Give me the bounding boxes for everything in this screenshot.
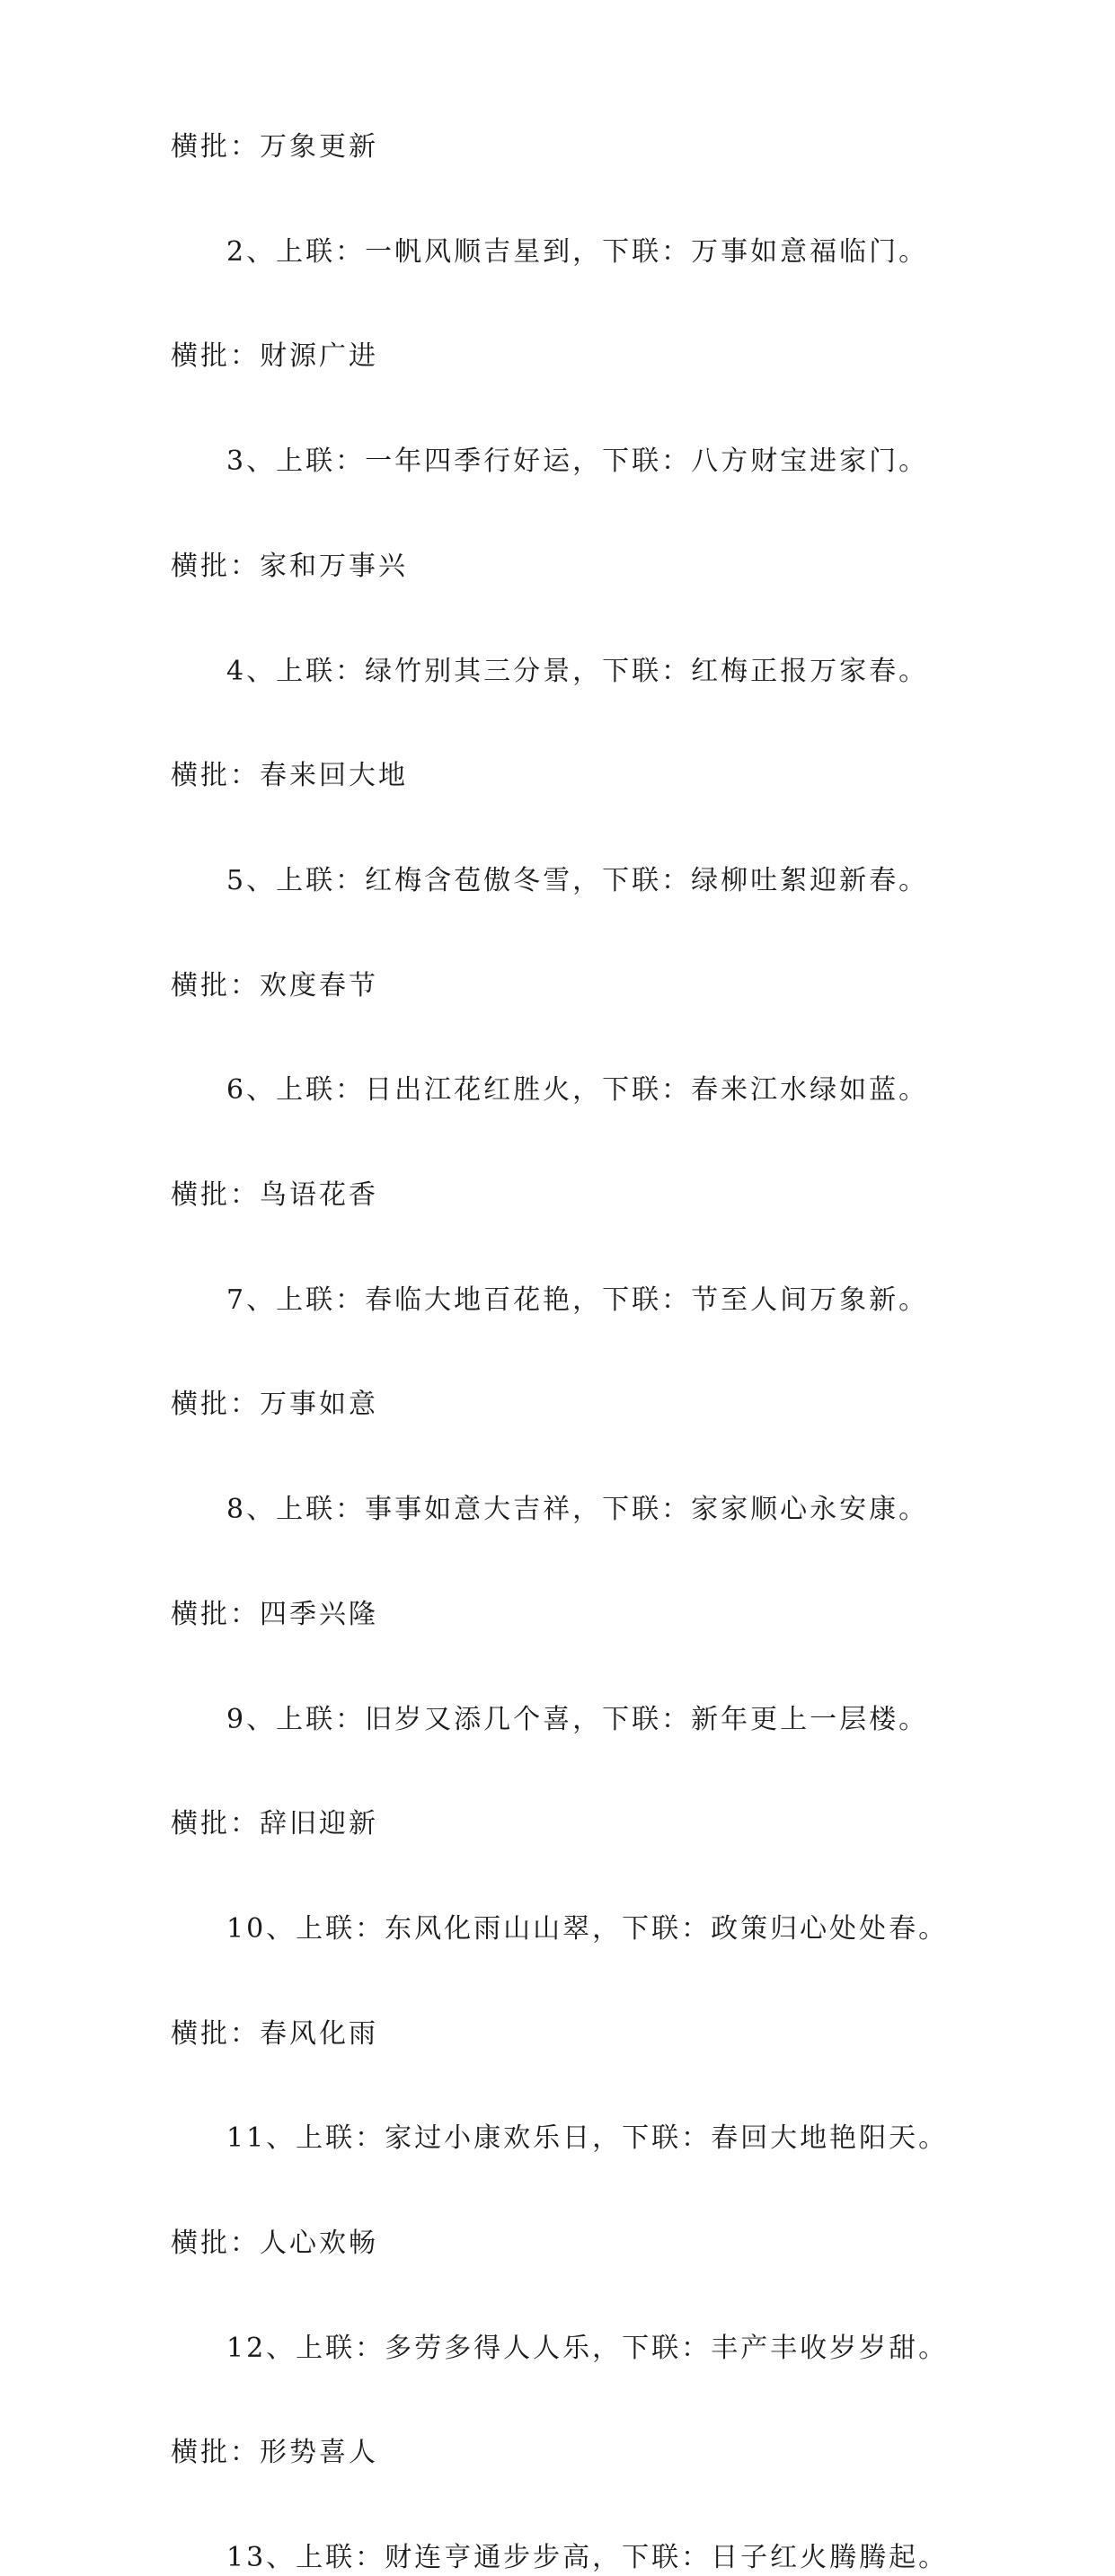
- hengpi-line: 横批：鸟语花香: [171, 1179, 378, 1211]
- hengpi-line: 横批：家和万事兴: [171, 550, 408, 582]
- couplet-line: 8、上联：事事如意大吉祥，下联：家家顺心永安康。: [226, 1494, 929, 1526]
- couplet-line: 11、上联：家过小康欢乐日，下联：春回大地艳阳天。: [226, 2122, 949, 2155]
- couplet-line: 12、上联：多劳多得人人乐，下联：丰产丰收岁岁甜。: [226, 2332, 949, 2364]
- couplet-line: 5、上联：红梅含苞傲冬雪，下联：绿柳吐絮迎新春。: [226, 864, 929, 896]
- hengpi-line: 横批：万事如意: [171, 1389, 378, 1421]
- hengpi-line: 横批：春风化雨: [171, 2017, 378, 2050]
- couplet-line: 7、上联：春临大地百花艳，下联：节至人间万象新。: [226, 1284, 929, 1316]
- couplet-line: 13、上联：财连亨通步步高，下联：日子红火腾腾起。: [226, 2542, 949, 2574]
- couplet-line: 6、上联：日出江花红胜火，下联：春来江水绿如蓝。: [226, 1074, 929, 1107]
- couplet-line: 4、上联：绿竹别其三分景，下联：红梅正报万家春。: [226, 655, 929, 687]
- couplet-line: 10、上联：东风化雨山山翠，下联：政策归心处处春。: [226, 1912, 949, 1945]
- couplet-line: 9、上联：旧岁又添几个喜，下联：新年更上一层楼。: [226, 1703, 929, 1735]
- hengpi-line: 横批：形势喜人: [171, 2437, 378, 2469]
- hengpi-line: 横批：人心欢畅: [171, 2228, 378, 2259]
- hengpi-line: 横批：春来回大地: [171, 760, 408, 792]
- hengpi-line: 横批：财源广进: [171, 340, 378, 373]
- couplet-line: 3、上联：一年四季行好运，下联：八方财宝进家门。: [226, 446, 929, 478]
- hengpi-line: 横批：四季兴隆: [171, 1598, 378, 1630]
- hengpi-line: 横批：辞旧迎新: [171, 1808, 378, 1840]
- hengpi-line: 横批：欢度春节: [171, 969, 378, 1001]
- couplet-line: 2、上联：一帆风顺吉星到，下联：万事如意福临门。: [226, 235, 929, 268]
- hengpi-line: 横批：万象更新: [171, 131, 378, 163]
